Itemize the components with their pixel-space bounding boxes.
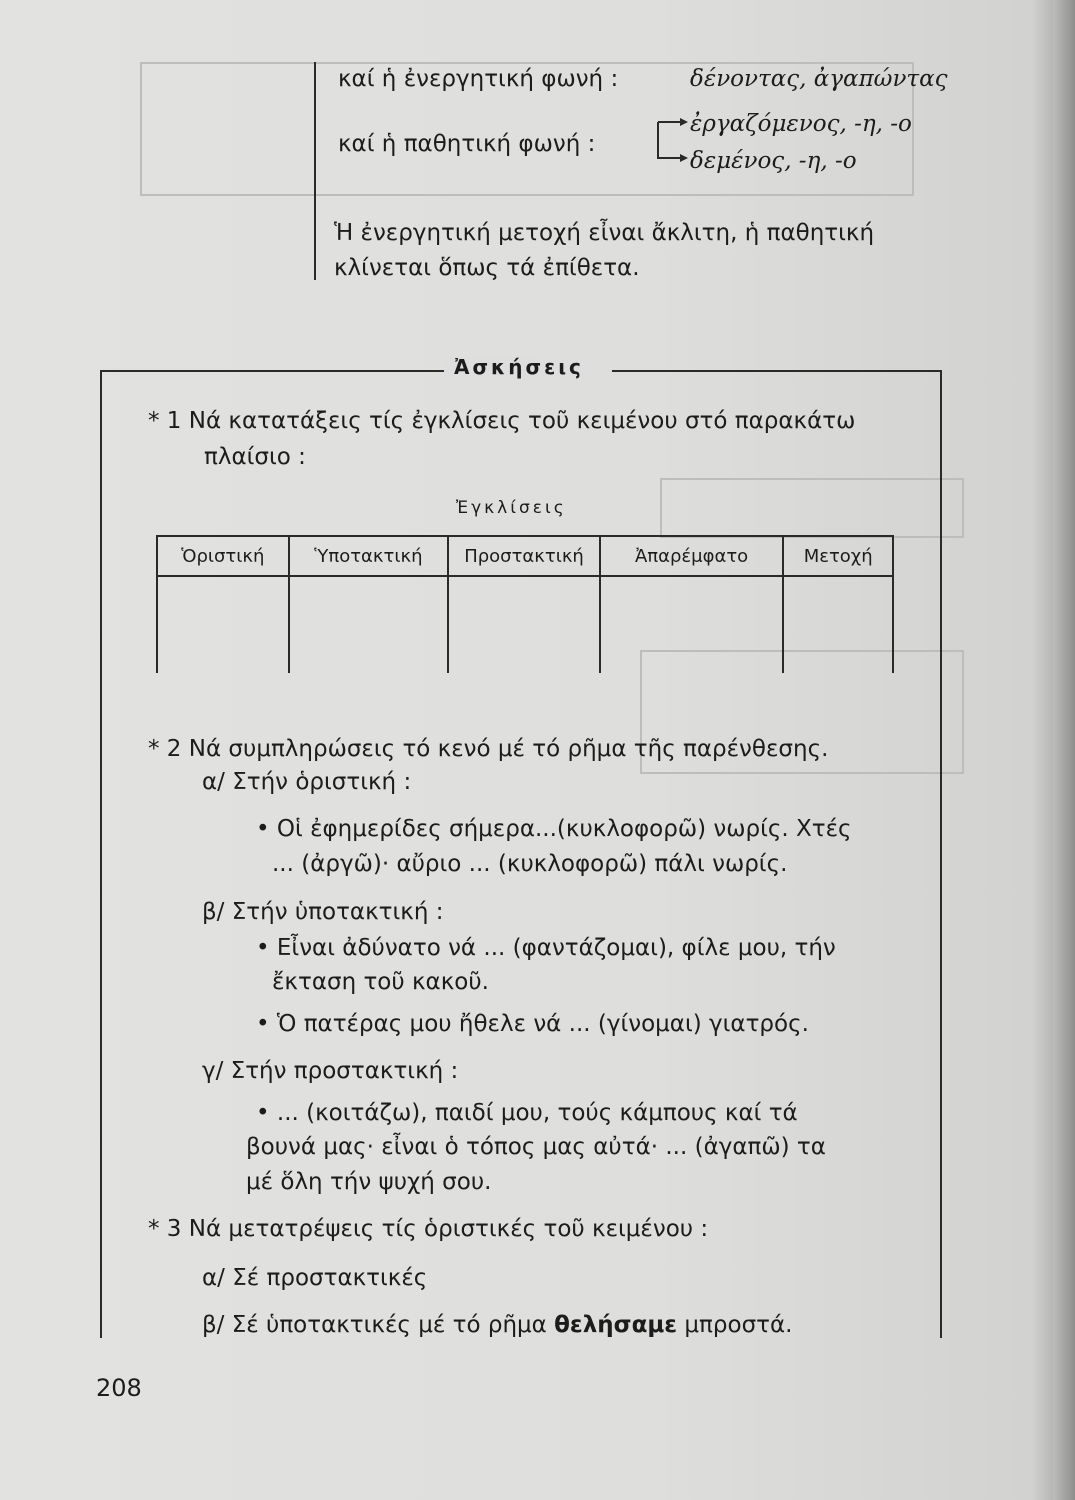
exercise-3-b-prefix: β/ Σέ ὑποτακτικές μέ τό ρῆμα xyxy=(202,1312,547,1338)
exercise-2-b-label: β/ Στήν ὑποτακτική : xyxy=(202,899,444,925)
active-forms: δένοντας, ἀγαπώντας xyxy=(690,66,948,92)
passive-voice-label: καί ἡ παθητική φωνή : xyxy=(338,131,596,157)
exercise-1-line2: πλαίσιο : xyxy=(204,444,306,470)
moods-table xyxy=(156,535,894,673)
exercise-2-b2: • Ὁ πατέρας μου ἤθελε νά ... (γίνομαι) γιατρός. xyxy=(256,1011,809,1037)
exercise-3-a: α/ Σέ προστακτικές xyxy=(202,1265,428,1291)
exercise-1-line1: * 1 Νά κατατάξεις τίς ἐγκλίσεις τοῦ κειμένου στό παρακάτω xyxy=(148,408,856,434)
table-empty-cell xyxy=(157,576,289,673)
exercise-2-b1-line2: ἔκταση τοῦ κακοῦ. xyxy=(272,969,489,995)
exercise-3-b-verb: θελήσαμε xyxy=(554,1312,678,1338)
table-header-cell: Μετοχή xyxy=(783,536,893,576)
table-empty-cell xyxy=(289,576,449,673)
exercise-2-a-label: α/ Στήν ὁριστική : xyxy=(202,769,412,795)
table-empty-cell xyxy=(783,576,893,673)
exercise-2-c1-line1: • ... (κοιτάζω), παιδί μου, τούς κάμπους καί τά xyxy=(256,1100,798,1126)
exercises-frame-top-left xyxy=(100,370,460,372)
bracket-arrow-icon xyxy=(650,110,690,170)
table-empty-row xyxy=(157,576,893,673)
page-number: 208 xyxy=(96,1374,142,1402)
exercises-frame-left xyxy=(100,370,102,1338)
table-header-cell: Προστακτική xyxy=(448,536,600,576)
table-header-cell: Ὁριστική xyxy=(157,536,289,576)
table-header-cell: Ἀπαρέμφατο xyxy=(600,536,783,576)
table-empty-cell xyxy=(448,576,600,673)
table-caption: Ἐγκλίσεις xyxy=(456,498,567,518)
exercise-2-a1-line2: ... (ἀργῶ)· αὔριο ... (κυκλοφορῶ) πάλι νωρίς. xyxy=(272,851,788,877)
exercise-2-c1-line2: βουνά μας· εἶναι ὁ τόπος μας αὐτά· ... (ἀγαπῶ) τα xyxy=(246,1134,826,1160)
exercise-2-title: * 2 Νά συμπληρώσεις τό κενό μέ τό ρῆμα τῆς παρένθεσης. xyxy=(148,736,829,762)
exercises-frame-top-right xyxy=(612,370,942,372)
exercise-3-b xyxy=(202,1314,792,1337)
exercise-3-title: * 3 Νά μετατρέψεις τίς ὁριστικές τοῦ κειμένου : xyxy=(148,1216,709,1242)
participle-note-line1: Ἡ ἐνεργητική μετοχή εἶναι ἄκλιτη, ἡ παθητική xyxy=(334,220,875,246)
exercise-2-c1-line3: μέ ὅλη τήν ψυχή σου. xyxy=(246,1169,492,1195)
exercise-3-b-suffix: μπροστά. xyxy=(684,1312,793,1338)
page-edge-shadow xyxy=(1053,0,1075,1500)
exercises-heading: Ἀσκήσεις xyxy=(444,357,594,377)
table-header-cell: Ὑποτακτική xyxy=(289,536,449,576)
passive-form-1: ἐργαζόμενος, -η, -ο xyxy=(690,111,912,137)
table-empty-cell xyxy=(600,576,783,673)
active-voice-label: καί ἡ ἐνεργητική φωνή : xyxy=(338,66,619,92)
exercise-2-b1-line1: • Εἶναι ἀδύνατο νά ... (φαντάζομαι), φίλε μου, τήν xyxy=(256,935,836,961)
margin-rule xyxy=(314,62,316,280)
exercises-frame-right xyxy=(940,370,942,1338)
participle-note-line2: κλίνεται ὅπως τά ἐπίθετα. xyxy=(334,255,640,281)
table-header-row xyxy=(157,536,893,576)
bleed-through-box xyxy=(660,478,964,538)
exercise-2-a1-line1: • Οἱ ἐφημερίδες σήμερα...(κυκλοφορῶ) νωρίς. Χτές xyxy=(256,816,852,842)
exercise-2-c-label: γ/ Στήν προστακτική : xyxy=(202,1058,459,1084)
passive-form-2: δεμένος, -η, -ο xyxy=(690,148,857,174)
